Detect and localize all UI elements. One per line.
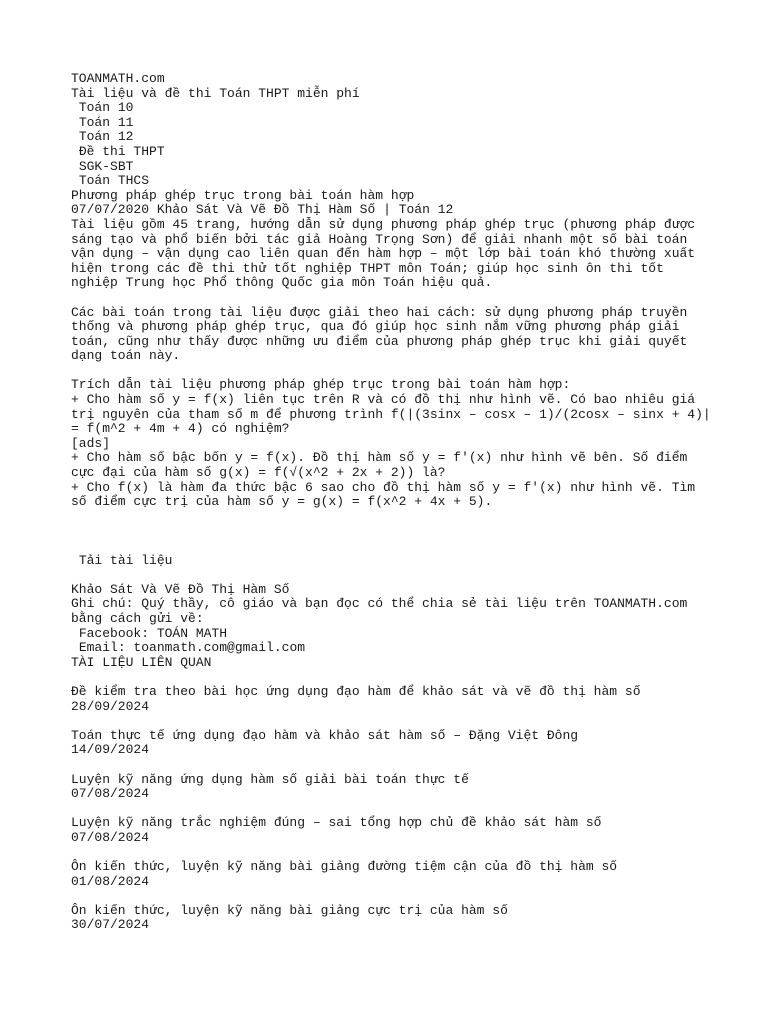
excerpt-heading: Trích dẫn tài liệu phương pháp ghép trục trong bài toán hàm hợp: <box>71 377 571 393</box>
list-item <box>71 904 711 933</box>
related-title-link[interactable]: Luyện kỹ năng ứng dụng hàm số giải bài toán thực tế <box>71 771 469 787</box>
related-date: 30/07/2024 <box>71 917 150 933</box>
related-date: 14/09/2024 <box>71 742 150 758</box>
list-item <box>71 816 711 845</box>
tag-link-khao-sat[interactable]: Khảo Sát Và Vẽ Đồ Thị Hàm Số <box>71 581 290 597</box>
list-item <box>71 773 711 802</box>
spacer <box>71 539 711 554</box>
page-content <box>71 72 711 948</box>
related-date: 01/08/2024 <box>71 873 150 889</box>
nav-item-toan-10[interactable]: Toán 10 <box>78 100 134 116</box>
excerpt-item-1: + Cho hàm số y = f(x) liên tục trên R và có đồ thị như hình vẽ. Có bao nhiêu giá trị nguyên của tham số m để phương trình f(|(3sinx – cosx – 1)/(2cosx – sinx + 4)| = f(m^2 + 4m + 4) có nghiệm? <box>71 392 711 437</box>
spacer <box>71 291 711 306</box>
related-title-link[interactable]: Đề kiểm tra theo bài học ứng dụng đạo hàm để khảo sát và vẽ đồ thị hàm số <box>71 683 641 699</box>
download-button[interactable]: Tải tài liệu <box>78 552 173 568</box>
site-tagline: Tài liệu và đề thi Toán THPT miễn phí <box>71 85 360 101</box>
list-item <box>71 685 711 714</box>
category-link-khao-sat[interactable]: Khảo Sát Và Vẽ Đồ Thị Hàm Số <box>156 202 376 218</box>
article-title: Phương pháp ghép trục trong bài toán hàm hợp <box>71 187 415 203</box>
nav-item-toan-12[interactable]: Toán 12 <box>78 129 134 145</box>
facebook-link[interactable]: Facebook: TOÁN MATH <box>78 625 228 641</box>
related-list <box>71 685 711 933</box>
spacer <box>71 670 711 685</box>
category-link-toan-12[interactable]: Toán 12 <box>398 202 454 218</box>
article-meta <box>71 203 711 218</box>
related-title-link[interactable]: Ôn kiến thức, luyện kỹ năng bài giảng đường tiệm cận của đồ thị hàm số <box>71 859 618 875</box>
article-date: 07/07/2020 <box>71 202 150 218</box>
share-note: Ghi chú: Quý thầy, cô giáo và bạn đọc có thể chia sẻ tài liệu trên TOANMATH.com bằng cách gửi về: <box>71 596 688 626</box>
related-date: 07/08/2024 <box>71 829 150 845</box>
related-title-link[interactable]: Toán thực tế ứng dụng đạo hàm và khảo sát hàm số – Đặng Việt Đông <box>71 727 579 743</box>
excerpt-item-3: + Cho f(x) là hàm đa thức bậc 6 sao cho đồ thị hàm số y = f'(x) như hình vẽ. Tìm số điểm cực trị của hàm số y = g(x) = f(x^2 + 4x + 5). <box>71 479 696 510</box>
nav-item-toan-11[interactable]: Toán 11 <box>78 114 134 130</box>
related-title-link[interactable]: Luyện kỹ năng trắc nghiệm đúng – sai tổng hợp chủ đề khảo sát hàm số <box>71 815 602 831</box>
spacer <box>71 510 711 539</box>
nav-item-sgk-sbt[interactable]: SGK-SBT <box>78 158 134 174</box>
nav-item-de-thi-thpt[interactable]: Đề thi THPT <box>78 143 165 159</box>
article-intro: Tài liệu gồm 45 trang, hướng dẫn sử dụng phương pháp ghép trục (phương pháp được sáng tạo và phổ biến bởi tác giả Hoàng Trọng Sơn) để giải nhanh một số bài toán vận dụng – vận dụng cao liên quan đến hàm hợp – một lớp bài toán khó thường xuất hiện trong các đề thi thử tốt nghiệp THPT môn Toán; giúp học sinh ôn thi tốt nghiệp Trung học Phổ thông Quốc gia môn Toán hiệu quả. <box>71 216 696 291</box>
related-date: 28/09/2024 <box>71 698 150 714</box>
spacer <box>71 364 711 379</box>
ads-placeholder: [ads] <box>71 435 111 451</box>
list-item <box>71 729 711 758</box>
email-link[interactable]: Email: toanmath.com@gmail.com <box>78 640 306 656</box>
nav-item-toan-thcs[interactable]: Toán THCS <box>78 173 150 189</box>
main-nav <box>71 101 711 189</box>
spacer <box>71 568 711 583</box>
meta-separator: | <box>383 202 391 218</box>
related-title-link[interactable]: Ôn kiến thức, luyện kỹ năng bài giảng cực trị của hàm số <box>71 902 508 918</box>
article-paragraph-2: Các bài toán trong tài liệu được giải theo hai cách: sử dụng phương pháp truyền thống và phương pháp ghép trục, qua đó giúp học sinh nắm vững phương pháp giải toán, cũng như thấy được những ưu điểm của phương pháp ghép trục khi giải quyết dạng toán này. <box>71 304 688 364</box>
related-date: 07/08/2024 <box>71 786 150 802</box>
excerpt-item-2: + Cho hàm số bậc bốn y = f(x). Đồ thị hàm số y = f'(x) như hình vẽ bên. Số điểm cực đại của hàm số g(x) = f(√(x^2 + 2x + 2)) là? <box>71 450 688 481</box>
list-item <box>71 860 711 889</box>
site-logo-link[interactable]: TOANMATH.com <box>71 71 165 86</box>
related-heading: TÀI LIỆU LIÊN QUAN <box>71 654 212 670</box>
